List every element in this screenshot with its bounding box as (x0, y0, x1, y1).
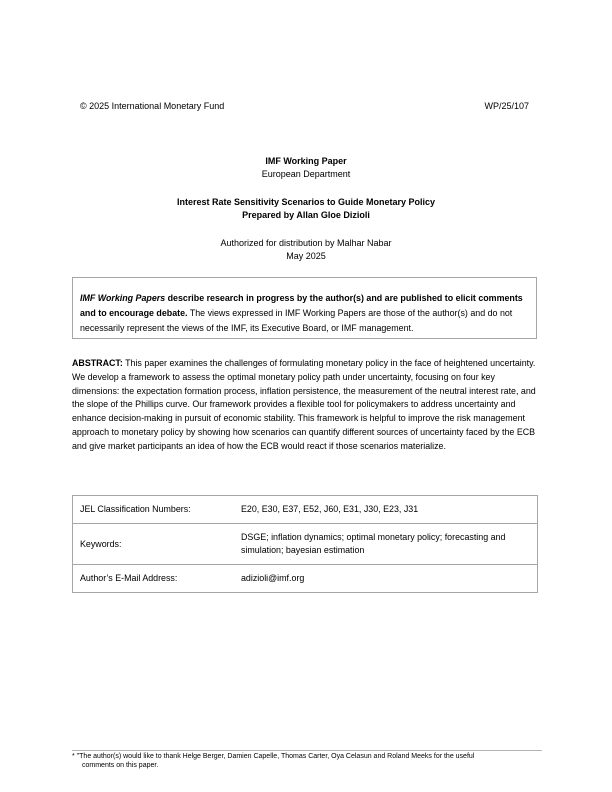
footnote-line-1: * "The author(s) would like to thank Helge Berger, Damien Capelle, Thomas Carter, Oya Celasun and Roland Meeks for the useful (72, 753, 475, 760)
series-name: IMF Working Paper (265, 156, 347, 166)
abstract-label: ABSTRACT: (72, 358, 123, 368)
copyright-notice: © 2025 International Monetary Fund (80, 101, 225, 111)
keywords-label: Keywords: (73, 524, 230, 565)
publication-date: May 2025 (286, 251, 326, 261)
email-value: adizioli@imf.org (229, 565, 538, 593)
jel-label: JEL Classification Numbers: (73, 496, 230, 524)
author-line: Prepared by Allan Gloe Dizioli (242, 210, 370, 220)
email-label: Author’s E-Mail Address: (73, 565, 230, 593)
table-row (73, 524, 538, 565)
paper-info-table (72, 495, 538, 593)
department: European Department (261, 169, 351, 179)
disclaimer-text: The views expressed in IMF Working Papers are those of the author(s) and do not necessarily represent the views of the IMF, its Executive Board, or IMF management. (80, 308, 513, 333)
footnote (72, 752, 542, 770)
jel-value: E20, E30, E37, E52, J60, E31, J30, E23, J31 (229, 496, 538, 524)
footnote-line-2: comments on this paper. (82, 762, 159, 769)
footnote-divider (72, 750, 542, 751)
table-row (73, 496, 538, 524)
disclaimer-bold-text: describe research in progress by the author(s) and are published to elicit comments and to encourage debate. (80, 293, 523, 318)
authorization-line: Authorized for distribution by Malhar Nabar (220, 238, 392, 248)
disclaimer-box (72, 277, 537, 339)
disclaimer-lead: IMF Working Papers (80, 293, 166, 303)
keywords-value: DSGE; inflation dynamics; optimal monetary policy; forecasting and simulation; bayesian estimation (229, 524, 538, 565)
abstract (72, 357, 542, 454)
paper-number: WP/25/107 (484, 101, 529, 111)
abstract-text: This paper examines the challenges of formulating monetary policy in the face of heightened uncertainty. We develop a framework to assess the optimal monetary policy path under uncertainty, focusing on four key dimensions: the expectation formation process, inflation persistence, the measurement of the neutral interest rate, and the slope of the Phillips curve. Our framework provides a flexible tool for policymakers to address uncertainty and enhance decision-making in pursuit of economic stability. This framework is helpful to improve the risk management approach to monetary policy by showing how scenarios can quantify different sources of uncertainty faced by the ECB and give market participants an idea of how the ECB would react if those scenarios materialize. (72, 358, 536, 451)
table-row (73, 565, 538, 593)
paper-title: Interest Rate Sensitivity Scenarios to Guide Monetary Policy (176, 197, 436, 207)
